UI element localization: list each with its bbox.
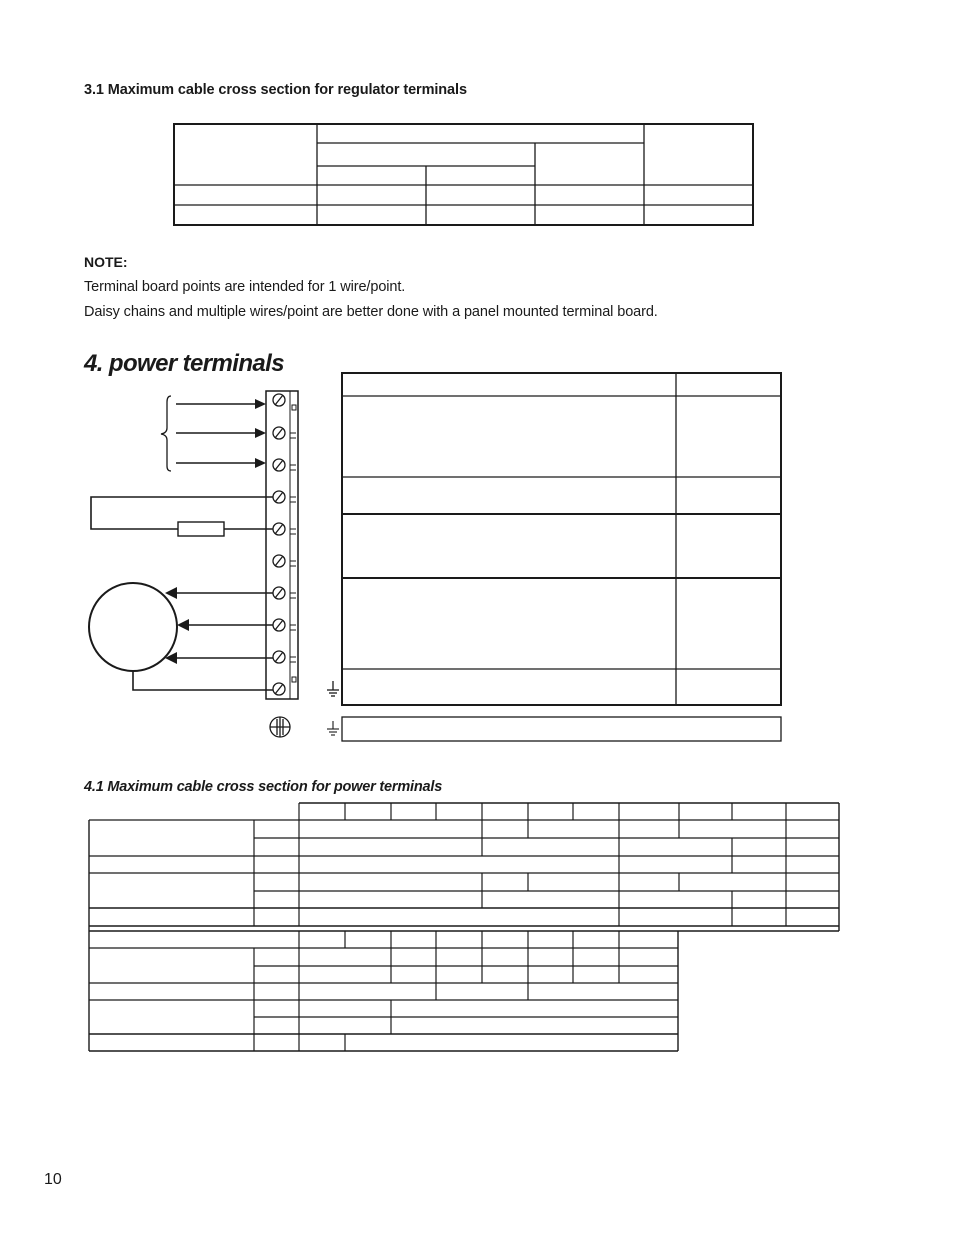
external-resistor bbox=[91, 497, 273, 536]
ground-icon bbox=[327, 681, 339, 696]
section-4-1-title: 4.1 Maximum cable cross section for power terminals bbox=[84, 779, 443, 795]
protective-earth-icon bbox=[270, 717, 290, 737]
terminal-screw-icon bbox=[273, 619, 285, 631]
terminal-screw-icon bbox=[273, 491, 285, 503]
ground-icon bbox=[327, 721, 339, 735]
input-brace bbox=[161, 396, 171, 471]
terminal-screw-icon bbox=[273, 651, 285, 663]
terminal-screw-icon bbox=[273, 394, 285, 406]
section-4-title: 4. power terminals bbox=[84, 350, 284, 377]
terminal-screw-icon bbox=[273, 683, 285, 695]
power-cable-table-lower bbox=[89, 931, 678, 1051]
terminal-screws bbox=[273, 394, 285, 695]
page-number: 10 bbox=[44, 1171, 62, 1188]
regulator-cable-table bbox=[174, 124, 753, 225]
motor-symbol bbox=[89, 583, 273, 690]
power-terminal-diagram bbox=[89, 391, 339, 737]
terminal-screw-icon bbox=[273, 523, 285, 535]
note-title: NOTE: bbox=[84, 254, 128, 270]
terminal-screw-icon bbox=[273, 427, 285, 439]
note-line-2: Daisy chains and multiple wires/point are better done with a panel mounted terminal board. bbox=[84, 304, 658, 320]
note-line-1: Terminal board points are intended for 1 wire/point. bbox=[84, 279, 406, 295]
section-3-1-title: 3.1 Maximum cable cross section for regulator terminals bbox=[84, 82, 467, 98]
terminal-screw-icon bbox=[273, 555, 285, 567]
power-cable-table-upper bbox=[89, 803, 839, 931]
terminal-screw-icon bbox=[273, 587, 285, 599]
terminal-screw-icon bbox=[273, 459, 285, 471]
power-terminal-table bbox=[342, 373, 781, 741]
